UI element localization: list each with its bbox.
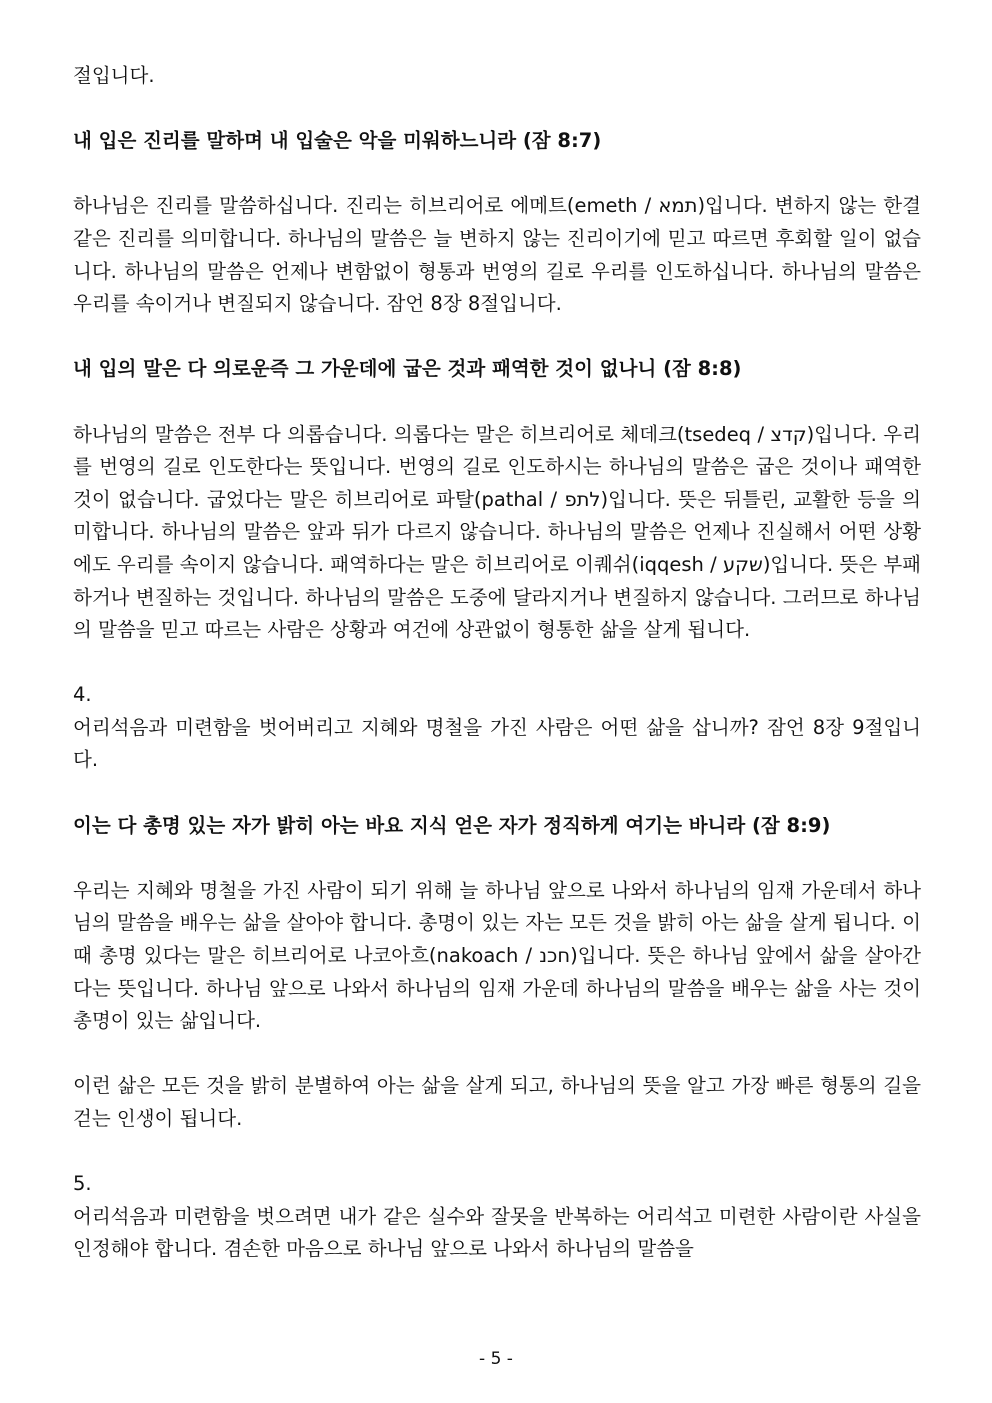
intro-text: 절입니다. [73, 64, 155, 87]
spacer [73, 386, 921, 419]
paragraph-8-9-a: 우리는 지혜와 명철을 가진 사람이 되기 위해 늘 하나님 앞으로 나와서 하나님의 임재 가운데서 하나님의 말씀을 배우는 삶을 살아야 합니다. 총명이 있는 자는 모든 것을 밝히 아는 삶을 살게 됩니다. 이때 총명 있다는 말은 히브리어로 나코아흐(nakoach / חכנ)입니다. 뜻은 하나님 앞에서 삶을 살아간다는 뜻입니다. 하나님 앞으로 나와서 하나님의 임재 가운데 하나님의 말씀을 배우는 삶을 사는 것이 총명이 있는 삶입니다. [73, 878, 921, 1033]
spacer [73, 93, 921, 126]
paragraph-8-8: 하나님의 말씀은 전부 다 의롭습니다. 의롭다는 말은 히브리어로 체데크(tsedeq / קדצ)입니다. 우리를 번영의 길로 인도한다는 뜻입니다. 번영의 길로 인도하시는 하나님의 말씀은 굽은 것이나 패역한 것이 없습니다. 굽었다는 말은 히브리어로 파탈(pathal / לתפ)입니다. 뜻은 뒤틀린, 교활한 등을 의미합니다. 하나님의 말씀은 앞과 뒤가 다르지 않습니다. 하나님의 말씀은 언제나 진실해서 어떤 상황에도 우리를 속이지 않습니다. 패역하다는 말은 히브리어로 이퀘쉬(iqqesh / שקע)입니다. 뜻은 부패하거나 변질하는 것입니다. 하나님의 말씀은 도중에 달라지거나 변질하지 않습니다. 그러므로 하나님의 말씀을 믿고 따르는 사람은 상황과 여건에 상관없이 형통한 삶을 살게 됩니다. [73, 422, 922, 642]
question-4-text: 어리석음과 미련함을 벗어버리고 지혜와 명철을 가진 사람은 어떤 삶을 삽니까? 잠언 8장 9절입니다. [73, 715, 921, 772]
question-4-number: 4. [73, 683, 92, 707]
paragraph-8-7: 하나님은 진리를 말씀하십니다. 진리는 히브리어로 에메트(emeth / תמא)입니다. 변하지 않는 한결같은 진리를 의미합니다. 하나님의 말씀은 늘 변하지 않는 진리이기에 믿고 따르면 후회할 일이 없습니다. 하나님의 말씀은 언제나 변함없이 형통과 번영의 길로 우리를 인도하십니다. 하나님의 말씀은 우리를 속이거나 변질되지 않습니다. 잠언 8장 8절입니다. [73, 194, 921, 316]
spacer [73, 1038, 921, 1071]
question-5-number: 5. [73, 1172, 92, 1196]
paragraph-8-9-b: 이런 삶은 모든 것을 밝히 분별하여 아는 삶을 살게 되고, 하나님의 뜻을 알고 가장 빠른 형통의 길을 걷는 인생이 됩니다. [73, 1074, 921, 1130]
spacer [73, 321, 921, 354]
spacer [73, 647, 921, 680]
spacer [73, 158, 921, 191]
spacer [73, 777, 921, 810]
spacer [73, 842, 921, 875]
question-5-text: 어리석음과 미련함을 벗으려면 내가 같은 실수와 잘못을 반복하는 어리석고 미련한 사람이란 사실을 인정해야 합니다. 겸손한 마음으로 하나님 앞으로 나와서 하나님의 말씀을 [73, 1204, 921, 1261]
verse-heading-8-7: 내 입은 진리를 말하며 내 입술은 악을 미워하느니라 (잠 8:7) [73, 129, 602, 153]
page-number: - 5 - [479, 1349, 513, 1369]
spacer [73, 1136, 921, 1169]
verse-heading-8-9: 이는 다 총명 있는 자가 밝히 아는 바요 지식 얻은 자가 정직하게 여기는 바니라 (잠 8:9) [73, 813, 831, 837]
document-body [73, 60, 921, 1266]
verse-heading-8-8: 내 입의 말은 다 의로운즉 그 가운데에 굽은 것과 패역한 것이 없나니 (잠 8:8) [73, 357, 742, 381]
